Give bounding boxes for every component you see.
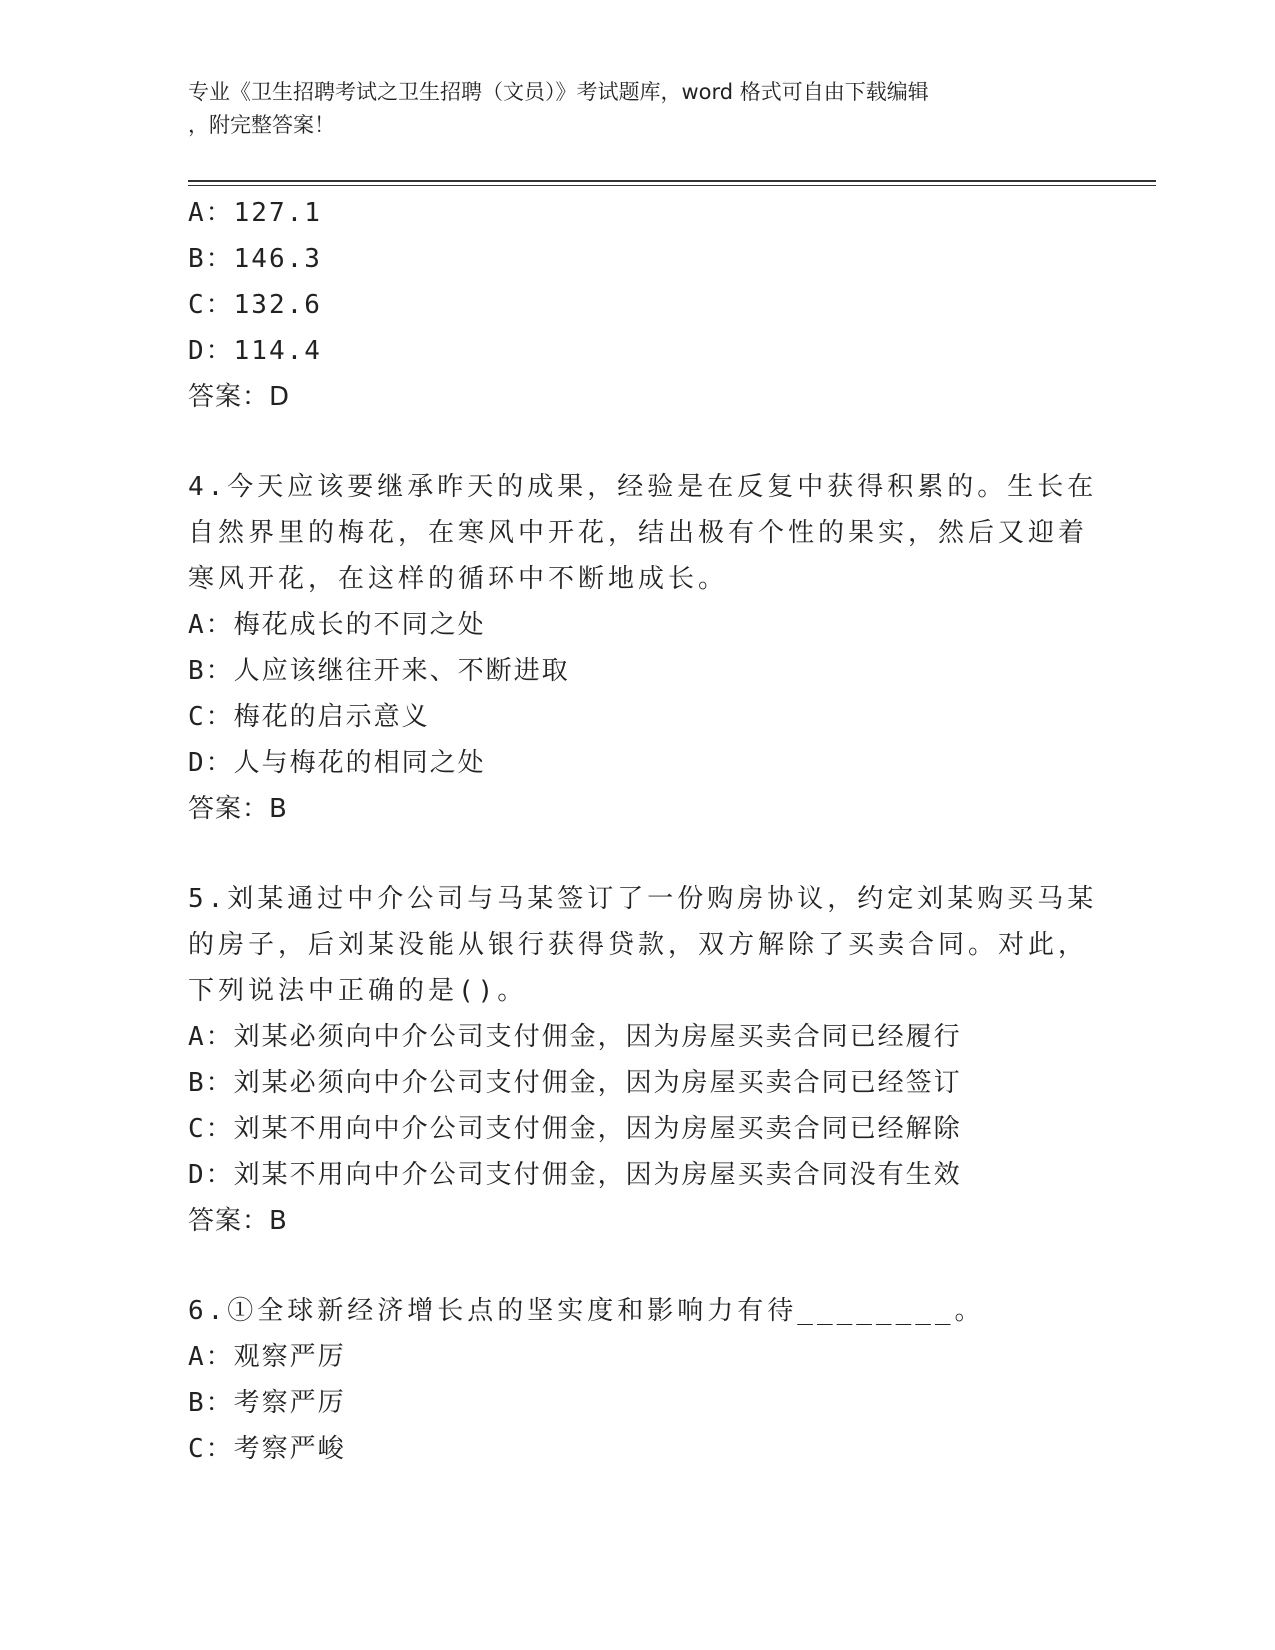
option-b: B：人应该继往开来、不断进取 [188, 656, 570, 686]
header-line-2: ，附完整答案！ [188, 113, 335, 137]
question-stem: 的房子，后刘某没能从银行获得贷款，双方解除了买卖合同。对此， [188, 930, 1089, 960]
option-b: B：考察严厉 [188, 1388, 346, 1418]
question-list [188, 190, 1098, 1472]
option-c: C：132.6 [188, 290, 322, 320]
question-stem: 5.刘某通过中介公司与马某签订了一份购房协议，约定刘某购买马某 [188, 884, 1098, 914]
option-a: A：刘某必须向中介公司支付佣金，因为房屋买卖合同已经履行 [188, 1022, 962, 1052]
answer-line: 答案：B [188, 1206, 288, 1236]
option-c: C：梅花的启示意义 [188, 702, 430, 732]
question-stem: 下列说法中正确的是()。 [188, 976, 528, 1006]
spacer [188, 1244, 1088, 1288]
answer-line: 答案：B [188, 794, 288, 824]
option-a: A：127.1 [188, 198, 322, 228]
question-stem: 4.今天应该要继承昨天的成果，经验是在反复中获得积累的。生长在 [188, 472, 1098, 502]
document-header [188, 76, 1068, 142]
question-3 [188, 190, 1088, 420]
spacer [188, 420, 1088, 464]
option-c: C：刘某不用向中介公司支付佣金，因为房屋买卖合同已经解除 [188, 1114, 962, 1144]
option-b: B：146.3 [188, 244, 322, 274]
header-divider-thick [188, 180, 1156, 182]
question-stem: 寒风开花，在这样的循环中不断地成长。 [188, 564, 729, 594]
question-5 [188, 876, 1098, 1244]
question-stem: 自然界里的梅花，在寒风中开花，结出极有个性的果实，然后又迎着 [188, 518, 1089, 548]
question-6 [188, 1288, 1088, 1472]
answer-line: 答案：D [188, 382, 291, 412]
header-line-1: 专业《卫生招聘考试之卫生招聘（文员）》考试题库，word 格式可自由下载编辑 [188, 80, 929, 104]
spacer [188, 832, 1088, 876]
option-b: B：刘某必须向中介公司支付佣金，因为房屋买卖合同已经签订 [188, 1068, 962, 1098]
option-d: D：114.4 [188, 336, 322, 366]
question-stem: 6.①全球新经济增长点的坚实度和影响力有待________。 [188, 1296, 985, 1326]
question-4 [188, 464, 1098, 832]
header-divider-thin [188, 185, 1156, 186]
option-c: C：考察严峻 [188, 1434, 346, 1464]
option-d: D：人与梅花的相同之处 [188, 748, 486, 778]
option-a: A：观察严厉 [188, 1342, 346, 1372]
option-d: D：刘某不用向中介公司支付佣金，因为房屋买卖合同没有生效 [188, 1160, 962, 1190]
option-a: A：梅花成长的不同之处 [188, 610, 486, 640]
